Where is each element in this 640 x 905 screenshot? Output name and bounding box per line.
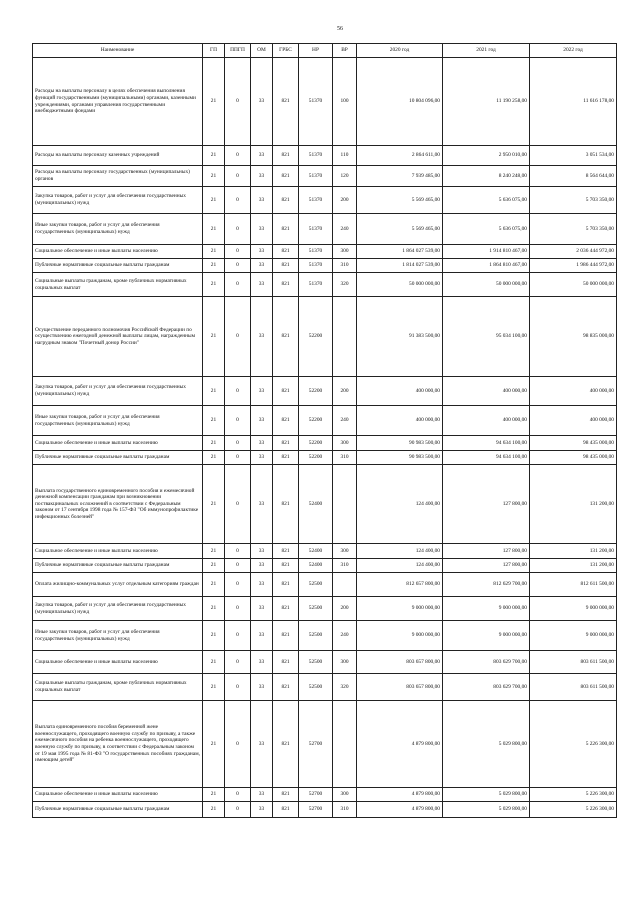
- cell-nr: 52700: [299, 701, 333, 788]
- cell-gp: 21: [203, 436, 225, 451]
- cell-name: Иные закупки товаров, работ и услуг для обеспечения государственных (муниципальных) нужд: [33, 621, 203, 651]
- cell-2021: 803 629 700,00: [443, 674, 530, 701]
- cell-2022: 1 986 444 972,00: [530, 259, 617, 273]
- cell-om: 33: [251, 621, 273, 651]
- cell-name: Публичные нормативные социальные выплаты гражданам: [33, 802, 203, 818]
- cell-vr: 200: [333, 597, 357, 621]
- cell-2021: 94 634 100,00: [443, 451, 530, 465]
- cell-2020: 5 569 465,00: [357, 187, 443, 214]
- cell-nr: 52200: [299, 377, 333, 406]
- cell-2022: 5 703 350,00: [530, 214, 617, 245]
- cell-grbs: 821: [273, 621, 299, 651]
- cell-ppgp: 0: [225, 377, 251, 406]
- cell-grbs: 821: [273, 544, 299, 559]
- cell-vr: 300: [333, 544, 357, 559]
- cell-gp: 21: [203, 377, 225, 406]
- table-row: [33, 674, 617, 701]
- cell-ppgp: 0: [225, 245, 251, 259]
- cell-om: 33: [251, 451, 273, 465]
- cell-gp: 21: [203, 245, 225, 259]
- cell-gp: 21: [203, 597, 225, 621]
- cell-name: Публичные нормативные социальные выплаты гражданам: [33, 451, 203, 465]
- cell-ppgp: 0: [225, 802, 251, 818]
- cell-nr: 51370: [299, 58, 333, 146]
- cell-om: 33: [251, 701, 273, 788]
- cell-2022: 11 616 178,00: [530, 58, 617, 146]
- cell-2021: 50 000 000,00: [443, 273, 530, 297]
- cell-ppgp: 0: [225, 259, 251, 273]
- cell-2021: 11 190 258,00: [443, 58, 530, 146]
- cell-name: Социальное обеспечение и иные выплаты населению: [33, 788, 203, 802]
- cell-vr: 240: [333, 214, 357, 245]
- cell-2021: 400 000,00: [443, 406, 530, 436]
- cell-gp: 21: [203, 788, 225, 802]
- cell-grbs: 821: [273, 377, 299, 406]
- cell-gp: 21: [203, 701, 225, 788]
- cell-vr: 300: [333, 651, 357, 674]
- cell-name: Публичные нормативные социальные выплаты гражданам: [33, 559, 203, 573]
- header-2020: 2020 год: [357, 44, 443, 58]
- cell-2022: 98 835 000,00: [530, 297, 617, 377]
- cell-gp: 21: [203, 214, 225, 245]
- cell-ppgp: 0: [225, 166, 251, 187]
- cell-nr: 51370: [299, 214, 333, 245]
- cell-2022: 131 200,00: [530, 544, 617, 559]
- cell-name: Социальное обеспечение и иные выплаты населению: [33, 245, 203, 259]
- cell-ppgp: 0: [225, 573, 251, 597]
- cell-nr: 52700: [299, 802, 333, 818]
- cell-name: Закупка товаров, работ и услуг для обеспечения государственных (муниципальных) нужд: [33, 377, 203, 406]
- cell-vr: 110: [333, 146, 357, 166]
- cell-ppgp: 0: [225, 146, 251, 166]
- table-row: [33, 651, 617, 674]
- cell-grbs: 821: [273, 674, 299, 701]
- cell-2021: 1 914 810 467,00: [443, 245, 530, 259]
- cell-2022: 9 000 000,00: [530, 621, 617, 651]
- cell-om: 33: [251, 146, 273, 166]
- cell-2022: 98 435 000,00: [530, 436, 617, 451]
- cell-nr: 51370: [299, 245, 333, 259]
- cell-vr: [333, 465, 357, 544]
- cell-2022: 131 200,00: [530, 465, 617, 544]
- cell-2021: 127 800,00: [443, 559, 530, 573]
- cell-2021: 95 034 100,00: [443, 297, 530, 377]
- cell-gp: 21: [203, 465, 225, 544]
- cell-vr: 310: [333, 259, 357, 273]
- header-grbs: ГРБС: [273, 44, 299, 58]
- table-header-row: [33, 44, 617, 58]
- cell-name: Социальное обеспечение и иные выплаты населению: [33, 544, 203, 559]
- cell-om: 33: [251, 674, 273, 701]
- cell-2022: 5 226 300,00: [530, 701, 617, 788]
- header-om: ОМ: [251, 44, 273, 58]
- cell-ppgp: 0: [225, 451, 251, 465]
- cell-2021: 5 029 800,00: [443, 802, 530, 818]
- table-row: [33, 621, 617, 651]
- cell-nr: 52400: [299, 465, 333, 544]
- cell-2022: 400 000,00: [530, 377, 617, 406]
- cell-2021: 5 029 800,00: [443, 788, 530, 802]
- cell-vr: 320: [333, 273, 357, 297]
- table-row: [33, 259, 617, 273]
- cell-om: 33: [251, 187, 273, 214]
- table-row: [33, 559, 617, 573]
- cell-grbs: 821: [273, 146, 299, 166]
- header-2022: 2022 год: [530, 44, 617, 58]
- cell-2020: 90 983 500,00: [357, 451, 443, 465]
- cell-grbs: 821: [273, 214, 299, 245]
- cell-om: 33: [251, 651, 273, 674]
- cell-2020: 5 569 465,00: [357, 214, 443, 245]
- cell-vr: 300: [333, 436, 357, 451]
- cell-2020: 124 400,00: [357, 559, 443, 573]
- table-row: [33, 273, 617, 297]
- cell-om: 33: [251, 559, 273, 573]
- cell-grbs: 821: [273, 701, 299, 788]
- cell-ppgp: 0: [225, 436, 251, 451]
- cell-vr: 320: [333, 674, 357, 701]
- header-gp: ГП: [203, 44, 225, 58]
- cell-ppgp: 0: [225, 674, 251, 701]
- cell-nr: 51370: [299, 259, 333, 273]
- cell-nr: 52200: [299, 297, 333, 377]
- cell-2020: 4 879 800,00: [357, 788, 443, 802]
- cell-gp: 21: [203, 621, 225, 651]
- table-row: [33, 436, 617, 451]
- table-row: [33, 166, 617, 187]
- cell-2022: 803 611 500,00: [530, 674, 617, 701]
- cell-2022: 5 226 300,00: [530, 788, 617, 802]
- cell-om: 33: [251, 245, 273, 259]
- cell-vr: 310: [333, 451, 357, 465]
- cell-2022: 400 000,00: [530, 406, 617, 436]
- cell-2020: 812 657 800,00: [357, 573, 443, 597]
- cell-vr: 240: [333, 621, 357, 651]
- cell-vr: 310: [333, 559, 357, 573]
- cell-om: 33: [251, 166, 273, 187]
- cell-om: 33: [251, 597, 273, 621]
- cell-om: 33: [251, 58, 273, 146]
- cell-grbs: 821: [273, 573, 299, 597]
- cell-name: Социальное обеспечение и иные выплаты населению: [33, 436, 203, 451]
- cell-vr: 200: [333, 187, 357, 214]
- cell-ppgp: 0: [225, 406, 251, 436]
- header-name: Наименование: [33, 44, 203, 58]
- cell-gp: 21: [203, 259, 225, 273]
- table-row: [33, 214, 617, 245]
- cell-2020: 4 879 800,00: [357, 802, 443, 818]
- cell-2021: 94 634 100,00: [443, 436, 530, 451]
- cell-name: Оплата жилищно-коммунальных услуг отдельным категориям граждан: [33, 573, 203, 597]
- cell-2020: 2 864 611,00: [357, 146, 443, 166]
- cell-ppgp: 0: [225, 597, 251, 621]
- cell-2022: 131 200,00: [530, 559, 617, 573]
- cell-2022: 5 703 350,00: [530, 187, 617, 214]
- cell-2022: 2 036 444 972,00: [530, 245, 617, 259]
- cell-ppgp: 0: [225, 788, 251, 802]
- cell-name: Расходы на выплаты персоналу в целях обеспечения выполнения функций государственными (муниципальными) органами, казенными учреждениями, органами управления государственными внебюджетными фондами: [33, 58, 203, 146]
- cell-vr: 240: [333, 406, 357, 436]
- cell-name: Закупка товаров, работ и услуг для обеспечения государственных (муниципальных) нужд: [33, 597, 203, 621]
- cell-nr: 51370: [299, 273, 333, 297]
- cell-om: 33: [251, 273, 273, 297]
- cell-nr: 52400: [299, 559, 333, 573]
- table-row: [33, 245, 617, 259]
- cell-grbs: 821: [273, 406, 299, 436]
- cell-om: 33: [251, 573, 273, 597]
- cell-vr: 310: [333, 802, 357, 818]
- table-row: [33, 297, 617, 377]
- cell-om: 33: [251, 259, 273, 273]
- cell-2021: 5 636 075,00: [443, 214, 530, 245]
- table-row: [33, 597, 617, 621]
- cell-2021: 8 240 248,00: [443, 166, 530, 187]
- cell-2022: 9 000 000,00: [530, 597, 617, 621]
- cell-2020: 124 400,00: [357, 465, 443, 544]
- page-number: 56: [337, 26, 343, 32]
- cell-ppgp: 0: [225, 559, 251, 573]
- table-row: [33, 146, 617, 166]
- cell-2020: 9 000 000,00: [357, 597, 443, 621]
- header-ppgp: ППГП: [225, 44, 251, 58]
- cell-2020: 400 000,00: [357, 406, 443, 436]
- cell-ppgp: 0: [225, 465, 251, 544]
- cell-ppgp: 0: [225, 273, 251, 297]
- cell-2021: 5 636 075,00: [443, 187, 530, 214]
- cell-om: 33: [251, 297, 273, 377]
- cell-ppgp: 0: [225, 544, 251, 559]
- cell-grbs: 821: [273, 802, 299, 818]
- cell-gp: 21: [203, 187, 225, 214]
- cell-ppgp: 0: [225, 214, 251, 245]
- budget-table: [32, 43, 617, 818]
- cell-name: Расходы на выплаты персоналу казенных учреждений: [33, 146, 203, 166]
- cell-grbs: 821: [273, 187, 299, 214]
- cell-2020: 90 983 500,00: [357, 436, 443, 451]
- cell-name: Социальные выплаты гражданам, кроме публичных нормативных социальных выплат: [33, 674, 203, 701]
- cell-grbs: 821: [273, 465, 299, 544]
- cell-grbs: 821: [273, 58, 299, 146]
- cell-grbs: 821: [273, 166, 299, 187]
- table-row: [33, 377, 617, 406]
- cell-2021: 2 950 010,00: [443, 146, 530, 166]
- cell-2020: 10 804 096,00: [357, 58, 443, 146]
- cell-grbs: 821: [273, 297, 299, 377]
- table-row: [33, 802, 617, 818]
- cell-2020: 1 814 027 539,00: [357, 259, 443, 273]
- cell-name: Выплата единовременного пособия беременной жене военнослужащего, проходящего военную службу по призыву, а также ежемесячного пособия на ребенка военнослужащего, проходящего военную службу по призыву, в соответствии с Федеральным законом от 19 мая 1995 года № 81-ФЗ "О государственных пособиях гражданам, имеющим детей": [33, 701, 203, 788]
- header-vr: ВР: [333, 44, 357, 58]
- cell-om: 33: [251, 377, 273, 406]
- cell-om: 33: [251, 465, 273, 544]
- cell-nr: 52500: [299, 674, 333, 701]
- cell-2020: 124 400,00: [357, 544, 443, 559]
- cell-nr: 52500: [299, 597, 333, 621]
- cell-2021: 5 029 800,00: [443, 701, 530, 788]
- cell-2022: 98 435 000,00: [530, 451, 617, 465]
- cell-2020: 803 657 800,00: [357, 674, 443, 701]
- cell-gp: 21: [203, 573, 225, 597]
- cell-name: Иные закупки товаров, работ и услуг для обеспечения государственных (муниципальных) нужд: [33, 406, 203, 436]
- table-row: [33, 187, 617, 214]
- cell-vr: [333, 297, 357, 377]
- cell-gp: 21: [203, 559, 225, 573]
- cell-om: 33: [251, 788, 273, 802]
- cell-om: 33: [251, 214, 273, 245]
- cell-vr: 120: [333, 166, 357, 187]
- cell-2022: 5 226 300,00: [530, 802, 617, 818]
- cell-gp: 21: [203, 544, 225, 559]
- cell-2022: 812 611 500,00: [530, 573, 617, 597]
- cell-nr: 52500: [299, 573, 333, 597]
- cell-gp: 21: [203, 58, 225, 146]
- cell-name: Осуществление переданного полномочия Российской Федерации по осуществлению ежегодной денежной выплаты лицам, награжденным нагрудным знаком "Почетный донор России": [33, 297, 203, 377]
- cell-nr: 52200: [299, 436, 333, 451]
- cell-nr: 52500: [299, 651, 333, 674]
- cell-gp: 21: [203, 406, 225, 436]
- cell-2021: 1 864 810 467,00: [443, 259, 530, 273]
- cell-gp: 21: [203, 273, 225, 297]
- table-row: [33, 406, 617, 436]
- cell-2022: 803 611 500,00: [530, 651, 617, 674]
- cell-om: 33: [251, 436, 273, 451]
- table-row: [33, 451, 617, 465]
- cell-ppgp: 0: [225, 58, 251, 146]
- cell-2021: 127 800,00: [443, 544, 530, 559]
- table-row: [33, 788, 617, 802]
- cell-nr: 51370: [299, 187, 333, 214]
- cell-nr: 51370: [299, 146, 333, 166]
- table-row: [33, 544, 617, 559]
- cell-vr: [333, 701, 357, 788]
- cell-ppgp: 0: [225, 297, 251, 377]
- cell-name: Иные закупки товаров, работ и услуг для обеспечения государственных (муниципальных) нужд: [33, 214, 203, 245]
- cell-2021: 803 629 700,00: [443, 651, 530, 674]
- cell-name: Закупка товаров, работ и услуг для обеспечения государственных (муниципальных) нужд: [33, 187, 203, 214]
- cell-nr: 52700: [299, 788, 333, 802]
- cell-ppgp: 0: [225, 701, 251, 788]
- table-row: [33, 573, 617, 597]
- cell-2020: 400 000,00: [357, 377, 443, 406]
- cell-nr: 52200: [299, 406, 333, 436]
- cell-2021: 400 000,00: [443, 377, 530, 406]
- cell-om: 33: [251, 544, 273, 559]
- header-2021: 2021 год: [443, 44, 530, 58]
- cell-grbs: 821: [273, 259, 299, 273]
- cell-name: Выплата государственного единовременного пособия и ежемесячной денежной компенсации гражданам при возникновении поствакцинальных осложнений в соответствии с Федеральным законом от 17 сентября 1998 года № 157-ФЗ "Об иммунопрофилактике инфекционных болезней": [33, 465, 203, 544]
- cell-vr: 100: [333, 58, 357, 146]
- header-nr: НР: [299, 44, 333, 58]
- cell-grbs: 821: [273, 651, 299, 674]
- cell-2022: 50 000 000,00: [530, 273, 617, 297]
- cell-gp: 21: [203, 166, 225, 187]
- cell-gp: 21: [203, 146, 225, 166]
- table-row: [33, 465, 617, 544]
- cell-vr: 300: [333, 788, 357, 802]
- cell-ppgp: 0: [225, 651, 251, 674]
- cell-2021: 127 800,00: [443, 465, 530, 544]
- cell-grbs: 821: [273, 436, 299, 451]
- cell-2020: 9 000 000,00: [357, 621, 443, 651]
- cell-grbs: 821: [273, 788, 299, 802]
- cell-2020: 50 000 000,00: [357, 273, 443, 297]
- cell-gp: 21: [203, 674, 225, 701]
- cell-vr: 200: [333, 377, 357, 406]
- cell-2021: 812 629 700,00: [443, 573, 530, 597]
- cell-2021: 9 000 000,00: [443, 597, 530, 621]
- cell-vr: [333, 573, 357, 597]
- cell-name: Социальные выплаты гражданам, кроме публичных нормативных социальных выплат: [33, 273, 203, 297]
- cell-vr: 300: [333, 245, 357, 259]
- cell-om: 33: [251, 802, 273, 818]
- cell-gp: 21: [203, 802, 225, 818]
- table-body: [33, 58, 617, 818]
- cell-ppgp: 0: [225, 621, 251, 651]
- cell-2022: 3 051 534,00: [530, 146, 617, 166]
- cell-2020: 803 657 800,00: [357, 651, 443, 674]
- cell-2020: 1 864 027 539,00: [357, 245, 443, 259]
- cell-name: Социальное обеспечение и иные выплаты населению: [33, 651, 203, 674]
- cell-gp: 21: [203, 451, 225, 465]
- cell-grbs: 821: [273, 451, 299, 465]
- cell-grbs: 821: [273, 559, 299, 573]
- cell-grbs: 821: [273, 245, 299, 259]
- cell-2021: 9 000 000,00: [443, 621, 530, 651]
- cell-name: Расходы на выплаты персоналу государственных (муниципальных) органов: [33, 166, 203, 187]
- cell-nr: 52500: [299, 621, 333, 651]
- table-row: [33, 58, 617, 146]
- cell-gp: 21: [203, 651, 225, 674]
- cell-2022: 8 564 644,00: [530, 166, 617, 187]
- cell-nr: 52200: [299, 451, 333, 465]
- cell-nr: 52400: [299, 544, 333, 559]
- cell-name: Публичные нормативные социальные выплаты гражданам: [33, 259, 203, 273]
- cell-2020: 4 879 800,00: [357, 701, 443, 788]
- cell-grbs: 821: [273, 597, 299, 621]
- cell-om: 33: [251, 406, 273, 436]
- cell-nr: 51370: [299, 166, 333, 187]
- cell-2020: 91 383 500,00: [357, 297, 443, 377]
- cell-2020: 7 939 485,00: [357, 166, 443, 187]
- cell-gp: 21: [203, 297, 225, 377]
- cell-ppgp: 0: [225, 187, 251, 214]
- cell-grbs: 821: [273, 273, 299, 297]
- table-row: [33, 701, 617, 788]
